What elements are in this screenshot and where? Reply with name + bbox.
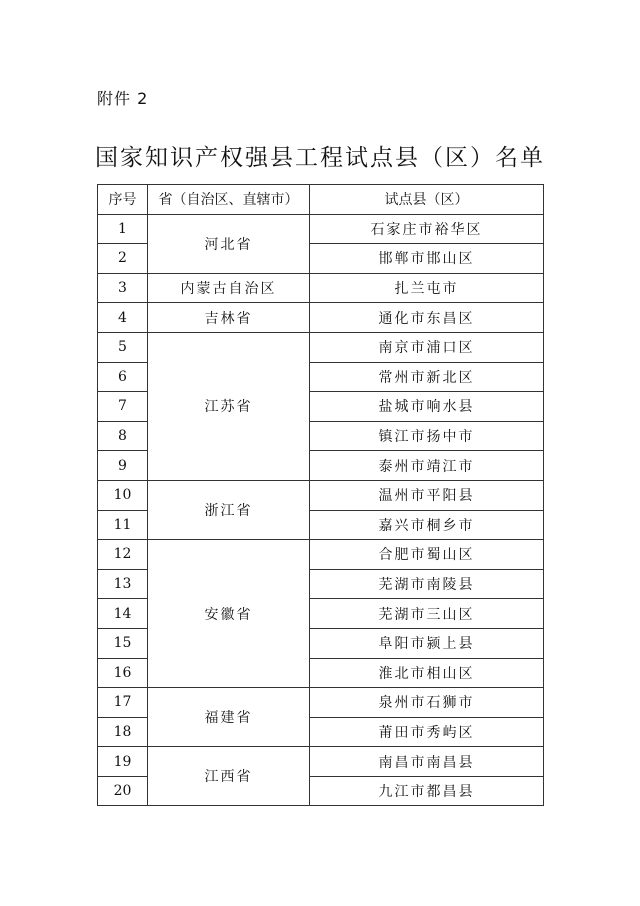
pilot-county-cell: 温州市平阳县 <box>310 480 544 510</box>
serial-number-cell: 17 <box>98 688 148 718</box>
pilot-county-cell: 阜阳市颍上县 <box>310 628 544 658</box>
serial-number-cell: 9 <box>98 451 148 481</box>
serial-number-cell: 3 <box>98 273 148 303</box>
table-body <box>98 214 544 806</box>
attachment-label: 附件 2 <box>97 89 149 108</box>
table-row <box>98 303 544 333</box>
table-row <box>98 747 544 777</box>
serial-number-cell: 11 <box>98 510 148 540</box>
table-row <box>98 540 544 570</box>
pilot-county-cell: 南昌市南昌县 <box>310 747 544 777</box>
province-cell: 安徽省 <box>148 540 310 688</box>
table-header-row <box>98 185 544 215</box>
header-province: 省（自治区、直辖市） <box>148 185 310 215</box>
province-cell: 吉林省 <box>148 303 310 333</box>
pilot-county-cell: 泰州市靖江市 <box>310 451 544 481</box>
header-serial-number: 序号 <box>98 185 148 215</box>
table-row <box>98 273 544 303</box>
serial-number-cell: 15 <box>98 628 148 658</box>
serial-number-cell: 2 <box>98 244 148 274</box>
province-cell: 江苏省 <box>148 332 310 480</box>
serial-number-cell: 8 <box>98 421 148 451</box>
serial-number-cell: 10 <box>98 480 148 510</box>
pilot-county-cell: 邯郸市邯山区 <box>310 244 544 274</box>
pilot-county-cell: 盐城市响水县 <box>310 392 544 422</box>
serial-number-cell: 20 <box>98 776 148 806</box>
pilot-county-cell: 泉州市石狮市 <box>310 688 544 718</box>
table-row <box>98 480 544 510</box>
province-cell: 浙江省 <box>148 480 310 539</box>
serial-number-cell: 4 <box>98 303 148 333</box>
page-title: 国家知识产权强县工程试点县（区）名单 <box>95 145 545 172</box>
pilot-county-cell: 镇江市扬中市 <box>310 421 544 451</box>
serial-number-cell: 5 <box>98 332 148 362</box>
pilot-county-cell: 嘉兴市桐乡市 <box>310 510 544 540</box>
table-row <box>98 688 544 718</box>
table-row <box>98 332 544 362</box>
table-row <box>98 214 544 244</box>
serial-number-cell: 16 <box>98 658 148 688</box>
pilot-county-cell: 常州市新北区 <box>310 362 544 392</box>
pilot-county-cell: 合肥市蜀山区 <box>310 540 544 570</box>
province-cell: 河北省 <box>148 214 310 273</box>
pilot-county-cell: 扎兰屯市 <box>310 273 544 303</box>
serial-number-cell: 13 <box>98 569 148 599</box>
pilot-county-cell: 通化市东昌区 <box>310 303 544 333</box>
pilot-county-cell: 南京市浦口区 <box>310 332 544 362</box>
serial-number-cell: 14 <box>98 599 148 629</box>
province-cell: 内蒙古自治区 <box>148 273 310 303</box>
serial-number-cell: 12 <box>98 540 148 570</box>
pilot-county-cell: 淮北市相山区 <box>310 658 544 688</box>
serial-number-cell: 6 <box>98 362 148 392</box>
pilot-county-cell: 莆田市秀屿区 <box>310 717 544 747</box>
pilot-county-cell: 石家庄市裕华区 <box>310 214 544 244</box>
pilot-county-cell: 芜湖市三山区 <box>310 599 544 629</box>
pilot-county-cell: 九江市都昌县 <box>310 776 544 806</box>
pilot-county-cell: 芜湖市南陵县 <box>310 569 544 599</box>
header-pilot-county: 试点县（区） <box>310 185 544 215</box>
serial-number-cell: 19 <box>98 747 148 777</box>
pilot-county-table <box>97 184 544 806</box>
province-cell: 江西省 <box>148 747 310 806</box>
serial-number-cell: 7 <box>98 392 148 422</box>
serial-number-cell: 1 <box>98 214 148 244</box>
province-cell: 福建省 <box>148 688 310 747</box>
serial-number-cell: 18 <box>98 717 148 747</box>
